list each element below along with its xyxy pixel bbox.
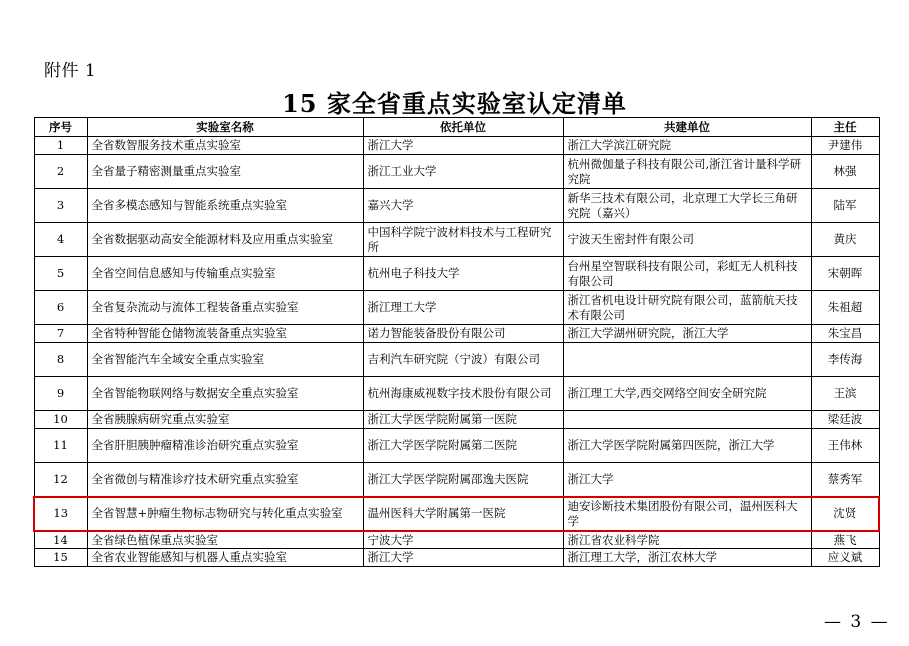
table-row: [34, 291, 879, 325]
cell-director: 朱祖超: [811, 291, 879, 325]
cell-seq: 14: [34, 531, 87, 549]
cell-co-builder: [563, 343, 811, 377]
cell-co-builder: 迪安诊断技术集团股份有限公司，温州医科大学: [563, 497, 811, 531]
table-header-row: [34, 118, 879, 137]
table-row: [34, 325, 879, 343]
cell-host-unit: 温州医科大学附属第一医院: [363, 497, 563, 531]
cell-seq: 8: [34, 343, 87, 377]
table-row: [34, 549, 879, 567]
table-row: [34, 343, 879, 377]
cell-director: 黄庆: [811, 223, 879, 257]
header-director: 主任: [811, 118, 879, 137]
cell-co-builder: 浙江省农业科学院: [563, 531, 811, 549]
cell-host-unit: 浙江大学: [363, 137, 563, 155]
cell-director: 陆军: [811, 189, 879, 223]
cell-seq: 5: [34, 257, 87, 291]
cell-lab-name: 全省空间信息感知与传输重点实验室: [87, 257, 363, 291]
cell-seq: 11: [34, 429, 87, 463]
cell-host-unit: 中国科学院宁波材料技术与工程研究所: [363, 223, 563, 257]
cell-co-builder: 宁波天生密封件有限公司: [563, 223, 811, 257]
cell-seq: 6: [34, 291, 87, 325]
header-co-builder: 共建单位: [563, 118, 811, 137]
table-row: [34, 429, 879, 463]
cell-director: 尹建伟: [811, 137, 879, 155]
cell-host-unit: 浙江理工大学: [363, 291, 563, 325]
cell-host-unit: 浙江大学医学院附属第一医院: [363, 411, 563, 429]
table-row: [34, 137, 879, 155]
cell-director: 沈贤: [811, 497, 879, 531]
cell-director: 李传海: [811, 343, 879, 377]
table-row: [34, 531, 879, 549]
cell-director: 蔡秀军: [811, 463, 879, 497]
table-row: [34, 189, 879, 223]
cell-director: 林强: [811, 155, 879, 189]
cell-lab-name: 全省复杂流动与流体工程装备重点实验室: [87, 291, 363, 325]
cell-host-unit: 嘉兴大学: [363, 189, 563, 223]
cell-lab-name: 全省智慧+肿瘤生物标志物研究与转化重点实验室: [87, 497, 363, 531]
cell-host-unit: 浙江大学: [363, 549, 563, 567]
cell-seq: 13: [34, 497, 87, 531]
cell-director: 王滨: [811, 377, 879, 411]
cell-lab-name: 全省肝胆胰肿瘤精准诊治研究重点实验室: [87, 429, 363, 463]
cell-lab-name: 全省胰腺病研究重点实验室: [87, 411, 363, 429]
cell-director: 应义斌: [811, 549, 879, 567]
cell-co-builder: [563, 411, 811, 429]
lab-list-table: [33, 117, 880, 567]
table-row: [34, 377, 879, 411]
cell-lab-name: 全省数智服务技术重点实验室: [87, 137, 363, 155]
cell-seq: 7: [34, 325, 87, 343]
cell-host-unit: 吉利汽车研究院（宁波）有限公司: [363, 343, 563, 377]
cell-seq: 3: [34, 189, 87, 223]
cell-director: 燕飞: [811, 531, 879, 549]
cell-lab-name: 全省智能汽车全域安全重点实验室: [87, 343, 363, 377]
cell-seq: 1: [34, 137, 87, 155]
cell-co-builder: 杭州微伽量子科技有限公司,浙江省计量科学研究院: [563, 155, 811, 189]
cell-host-unit: 杭州电子科技大学: [363, 257, 563, 291]
cell-lab-name: 全省特种智能仓储物流装备重点实验室: [87, 325, 363, 343]
cell-host-unit: 杭州海康威视数字技术股份有限公司: [363, 377, 563, 411]
cell-host-unit: 浙江大学医学院附属第二医院: [363, 429, 563, 463]
cell-host-unit: 浙江工业大学: [363, 155, 563, 189]
table-row: [34, 155, 879, 189]
cell-lab-name: 全省多模态感知与智能系统重点实验室: [87, 189, 363, 223]
cell-director: 朱宝昌: [811, 325, 879, 343]
cell-seq: 9: [34, 377, 87, 411]
cell-lab-name: 全省量子精密测量重点实验室: [87, 155, 363, 189]
cell-director: 王伟林: [811, 429, 879, 463]
table-row: [34, 411, 879, 429]
table-row: [34, 257, 879, 291]
cell-co-builder: 浙江大学医学院附属第四医院，浙江大学: [563, 429, 811, 463]
table-row: [34, 497, 879, 531]
cell-host-unit: 浙江大学医学院附属邵逸夫医院: [363, 463, 563, 497]
table-row: [34, 463, 879, 497]
header-lab-name: 实验室名称: [87, 118, 363, 137]
cell-co-builder: 浙江理工大学，浙江农林大学: [563, 549, 811, 567]
cell-host-unit: 诺力智能装备股份有限公司: [363, 325, 563, 343]
document-title: 15 家全省重点实验室认定清单: [282, 89, 627, 118]
cell-seq: 4: [34, 223, 87, 257]
page-number: — 3 —: [824, 612, 890, 632]
cell-lab-name: 全省微创与精准诊疗技术研究重点实验室: [87, 463, 363, 497]
cell-co-builder: 浙江大学: [563, 463, 811, 497]
attachment-label: 附件 1: [44, 61, 97, 81]
cell-host-unit: 宁波大学: [363, 531, 563, 549]
cell-co-builder: 浙江理工大学,西交网络空间安全研究院: [563, 377, 811, 411]
cell-director: 梁廷波: [811, 411, 879, 429]
table-row: [34, 223, 879, 257]
cell-seq: 15: [34, 549, 87, 567]
cell-director: 宋朝晖: [811, 257, 879, 291]
cell-seq: 2: [34, 155, 87, 189]
header-host-unit: 依托单位: [363, 118, 563, 137]
cell-seq: 10: [34, 411, 87, 429]
cell-lab-name: 全省农业智能感知与机器人重点实验室: [87, 549, 363, 567]
cell-co-builder: 台州星空智联科技有限公司，彩虹无人机科技有限公司: [563, 257, 811, 291]
cell-lab-name: 全省绿色植保重点实验室: [87, 531, 363, 549]
cell-lab-name: 全省数据驱动高安全能源材料及应用重点实验室: [87, 223, 363, 257]
cell-co-builder: 浙江省机电设计研究院有限公司，蓝箭航天技术有限公司: [563, 291, 811, 325]
cell-seq: 12: [34, 463, 87, 497]
cell-co-builder: 新华三技术有限公司，北京理工大学长三角研究院（嘉兴）: [563, 189, 811, 223]
cell-co-builder: 浙江大学湖州研究院，浙江大学: [563, 325, 811, 343]
header-seq: 序号: [34, 118, 87, 137]
cell-co-builder: 浙江大学滨江研究院: [563, 137, 811, 155]
cell-lab-name: 全省智能物联网络与数据安全重点实验室: [87, 377, 363, 411]
